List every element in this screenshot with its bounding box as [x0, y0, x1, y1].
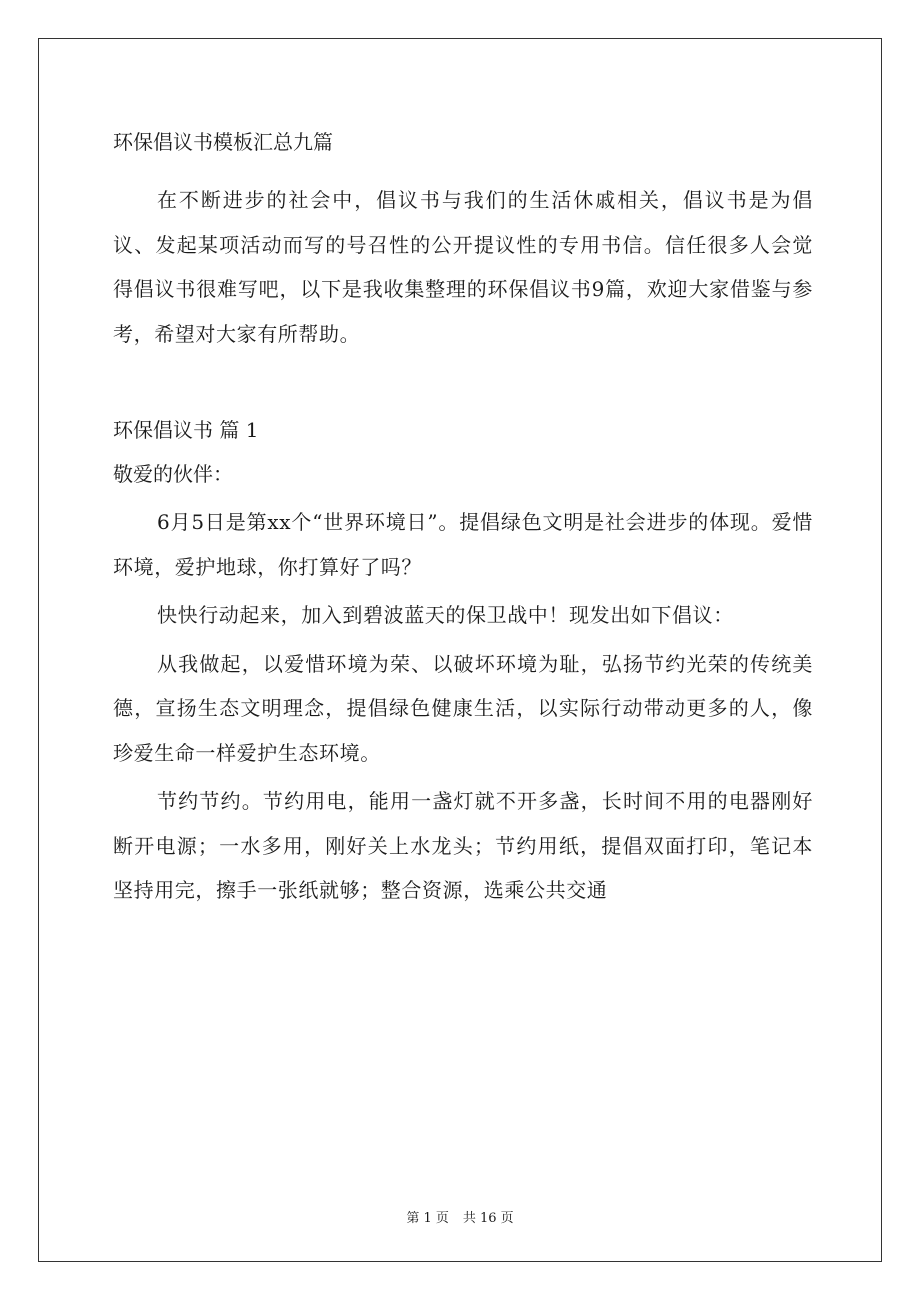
page-number: 第 1 页 — [406, 1211, 449, 1226]
body-paragraph: 节约节约。节约用电，能用一盏灯就不开多盏，长时间不用的电器刚好断开电源；一水多用，刚好关上水龙头；节约用纸，提倡双面打印，笔记本坚持用完，擦手一张纸就够；整合资源，选乘公共交通 — [113, 789, 813, 902]
page-footer — [0, 1207, 920, 1226]
body-paragraph: 从我做起，以爱惜环境为荣、以破坏环境为耻，弘扬节约光荣的传统美德，宣扬生态文明理念，提倡绿色健康生活，以实际行动带动更多的人，像珍爱生命一样爱护生态环境。 — [113, 651, 813, 765]
page-total: 共 16 页 — [462, 1211, 514, 1226]
section-title: 环保倡议书 篇 1 — [113, 418, 259, 442]
body-paragraph: 快快行动起来，加入到碧波蓝天的保卫战中！现发出如下倡议： — [157, 603, 734, 627]
document-body — [113, 120, 813, 913]
intro-paragraph: 在不断进步的社会中，倡议书与我们的生活休戚相关，倡议书是为倡议、发起某项活动而写的号召性的公开提议性的专用书信。信任很多人会觉得倡议书很难写吧，以下是我收集整理的环保倡议书9篇，欢迎大家借鉴与参考，希望对大家有所帮助。 — [113, 188, 813, 346]
document-title: 环保倡议书模板汇总九篇 — [113, 130, 333, 154]
body-paragraph: 6月5日是第xx个“世界环境日”。提倡绿色文明是社会进步的体现。爱惜环境，爱护地球，你打算好了吗？ — [113, 510, 813, 579]
salutation: 敬爱的伙伴： — [113, 462, 233, 486]
